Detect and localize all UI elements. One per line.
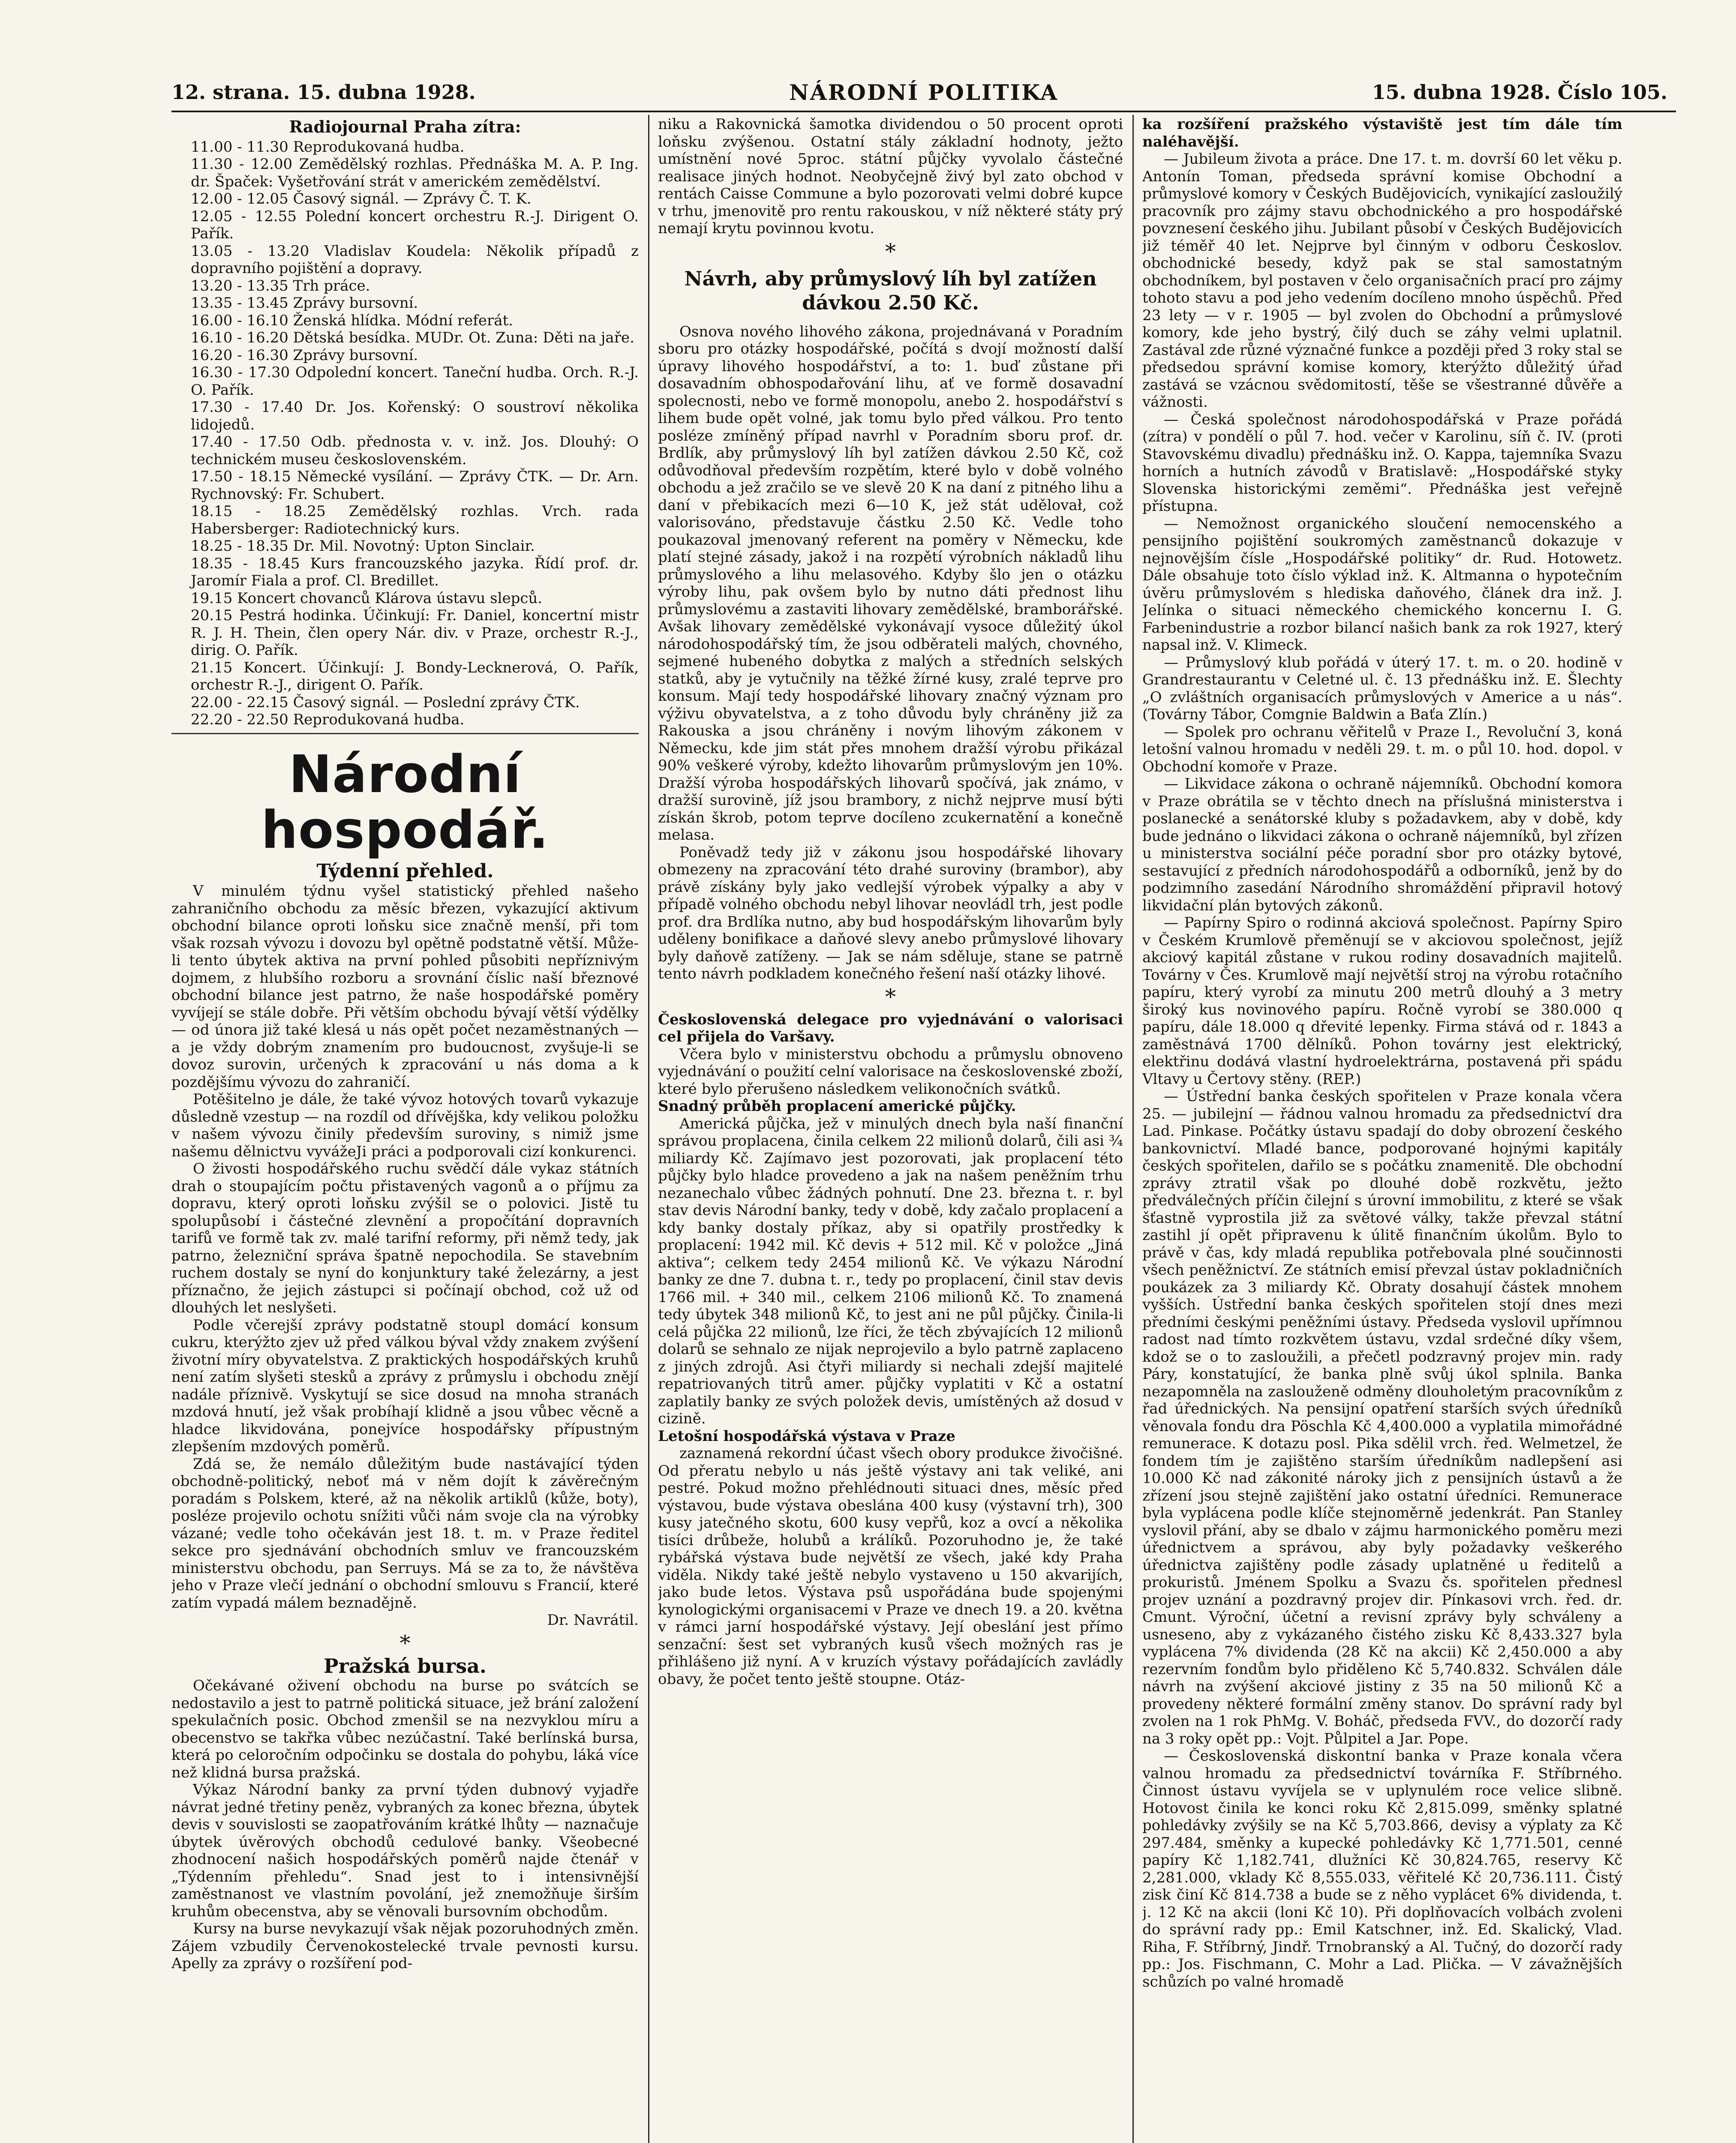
news-item: — Papírny Spiro o rodinná akciová společnost. Papírny Spiro v Českém Krumlově přeměnují se v akciovou společnost, jejíž akciový kapitál zůstane v rukou rodiny dosavadních majitelů. Továrny v Čes. Krumlově mají největší stroj na výrobu rotačního papíru, který vyrobí za minutu 200 metrů dlouhý a 3 metry široký kus novinového papíru. Ročně vyrobí se 380.000 q papíru, dále 18.000 q dřevité lepenky. Firma stává od r. 1843 a zaměstnává 1700 dělníků. Pohon továrny jest elektrický, elektřinu dodává vlastní hydroelektrárna, postavená při spádu Vltavy u Čertovy stěny. (REP.): [1142, 914, 1622, 1088]
column-2: [658, 116, 1123, 2143]
radio-title: Radiojournal Praha zítra:: [289, 117, 521, 136]
radio-item: 17.50 - 18.15 Německé vysílání. — Zprávy ČTK. — Dr. Arn. Rychnovský: Fr. Schubert.: [191, 468, 639, 503]
bourse-title: Pražská bursa.: [324, 1654, 487, 1678]
article-title: Návrh, aby průmyslový líh byl zatížen dávkou 2.50 Kč.: [684, 267, 1097, 314]
weekly-title: Týdenní přehled.: [316, 860, 494, 882]
radio-item: 13.35 - 13.45 Zprávy bursovní.: [191, 294, 418, 312]
news-item-title: Československá delegace pro vyjednávání o valorisaci cel přijela do Varšavy.: [658, 1011, 1123, 1045]
radio-item: 18.35 - 18.45 Kurs francouzského jazyka. Řídí prof. dr. Jaromír Fiala a prof. Cl. Bredillet.: [191, 555, 639, 589]
column-continuation: ka rozšíření pražského výstaviště jest tím dále tím naléhavější.: [1142, 116, 1622, 150]
radio-item: 17.40 - 17.50 Odb. přednosta v. v. inž. Jos. Dlouhý: O technickém museu československém.: [191, 433, 639, 468]
bourse-paragraph: Výkaz Národní banky za první týden dubnový vyjadře návrat jedné třetiny peněz, vybraných za konec března, úbytek devis v souvislosti se zaopatřováním krátké lhůty — naznačuje úbytek úvěrových obchodů cedulové banky. Všeobecné zhodnocení našich hospodářských poměrů najde čtenář v „Týdenním přehledu“. Snad jest to i intensivnější zaměstnanost ve vlastním povolání, jež znemožňuje širším kruhům obecenstva, aby se věnovali bursovním obchodům.: [171, 1781, 639, 1920]
radio-item: 18.25 - 18.35 Dr. Mil. Novotný: Upton Sinclair.: [191, 537, 535, 555]
radio-item: 12.05 - 12.55 Polední koncert orchestru R.-J. Dirigent O. Pařík.: [191, 207, 639, 242]
asterisk-separator: *: [885, 239, 896, 264]
column-divider: [1132, 115, 1134, 2143]
weekly-paragraph: O živosti hospodářského ruchu svědčí dále vykaz státních drah o stoupajícím počtu přistavených vagonů a o příjmu za dopravu, který oproti loňsku zvýšil se o polovici. Jistě tu spolupůsobí i částečné zlevnění a propočítání dopravních tarifů ve formě tak zv. malé tarifní reformy, při němž tedy, jak patrno, železniční správa špatně nepochodila. Se stavebním ruchem dostaly se nyní do konjunktury také železárny, a jest příznačno, že jejich zástupci si počínají obchod, což už od dlouhých let neslyšeti.: [171, 1160, 639, 1316]
radio-item: 22.20 - 22.50 Reprodukovaná hudba.: [191, 711, 465, 728]
radio-item: 19.15 Koncert chovanců Klárova ústavu slepců.: [191, 589, 543, 607]
weekly-signature: Dr. Navrátil.: [547, 1612, 639, 1629]
news-item-text: zaznamená rekordní účast všech obory produkce živočišné. Od přeratu nebylo u nás ještě výstavy ani tak veliké, ani pestré. Pokud možno přehlédnouti situaci dnes, měsíc před výstavou, bude výstava obeslána 400 kusy (výstavní trh), 300 kusy jatečného skotu, 600 kusy vepřů, koz a ovcí a několika tisíci drůbeže, holubů a králíků. Pozoruhodno je, že také rybářská výstava bude největší ze všech, jaké kdy Praha viděla. Nikdy také ještě nebylo vystaveno u 150 akvarijích, jako bude letos. Výstava psů uspořádána bude spojenými kynologickými organisacemi v Praze ve dnech 19. a 20. května v rámci jarní hospodářské výstavy. Její obeslání jest přímo senzační: šest set vybraných kusů všech možných ras je přihlášeno již nyní. A v kruzích výstavy pořádajících zavládly obavy, že počet tento ještě stoupne. Otáz-: [658, 1445, 1123, 1688]
weekly-paragraph: Zdá se, že nemálo důležitým bude nastávající týden obchodně-politický, neboť má v něm dojít k závěrečným poradám s Polskem, které, až na několik artiklů (kůže, boty), posléze projevilo ochotu snížiti vůči nám svoje cla na výrobky vázané; vedle toho očekáván jest 18. t. m. v Praze ředitel sekce pro sjednávání obchodních smluv ve francouzském ministerstvu obchodu, pan Serruys. Má se za to, že návštěva jeho v Praze vlečí jednání o obchodní smlouvu s Francií, které zatím vypadá málem beznadějně.: [171, 1455, 639, 1612]
news-item: — Průmyslový klub pořádá v úterý 17. t. m. o 20. hodině v Grandrestaurantu v Celetné ul. č. 13 přednášku inž. E. Šlechty „O zvláštních organisacích průmyslových v Americe a u nás“. (Továrny Tábor, Comgnie Baldwin a Baťa Zlín.): [1142, 654, 1622, 723]
asterisk-separator: *: [885, 984, 896, 1009]
header-left: 12. strana. 15. dubna 1928.: [171, 81, 476, 104]
news-item: — Ústřední banka českých spořitelen v Praze konala včera 25. — jubilejní — řádnou valnou hromadu za předsednictví dra Lad. Pinkase. Počátky ústavu spadají do doby obrození českého bankovnictví. Mladé bance, podporované hojnými kapitály českých spořitelen, dařilo se s počátku znamenitě. Dle obchodní zprávy ztratil však po dlouhé době rozkvětu, ježto předválečných příčin čilejní s úrovní immobilitu, z které se však šťastně vyprostila již za světové války, takže převzal státní zastihl jí opět připravenu k úlitě finančním úkolům. Bylo to právě v čas, kdy mladá republika potřebovala plné součinnosti všech peněžnictví. Ze státních emisí převzal ústav pokladničních poukázek za 3 miliardy Kč. Obraty dosahují částek mnohem vyšších. Ústřední banka českých spořitelen stojí dnes mezi předními českými peněžními ústavy. Předseda vyslovil upřímnou radost nad tímto rozkvětem ústavu, vzdal srdečné díky všem, kdož se o to zasloužili, a přečetl podzravný projev min. rady Páry, konstatující, že banka plně svůj úkol splnila. Banka nezapomněla na zaslouženě odměny dlouholetým pracovníkům z řad úřednických. Na pensijní opatření starších svých úředníků věnovala fondu dra Pöschla Kč 4,400.000 a vyplatila mimořádné remunerace. K dotazu posl. Pika sdělil vrch. řed. Welmetzel, že fondem tím je zajištěno starším úředníkům nadlepšení asi 10.000 Kč nad zákonité nároky jich z pensijních ústavů a že zřízení jsou stejně zajištění jako ostatní úředníci. Remunerace byla vyplácena podle klíče stejnoměrně jedenkrát. Pan Stanley vyslovil přání, aby se dbalo v zájmu harmonického poměru mezi úřednictvem a správou, aby byly požadavky veškerého úřednictva zajištěny podle zásady uplatněné u ředitelů a prokuristů. Jménem Spolku a Svazu čs. spořitelen přednesl projev uznání a pozdravný projev dir. Pínkasovi vrch. řed. dr. Cmunt. Výroční, účetní a revisní zprávy byly schváleny a usneseno, aby z vykázaného čistého zisku Kč 8,433.327 byla vyplácena 7% dividenda (28 Kč na akcii) Kč 2,450.000 a aby rezervním fondům bylo přiděleno Kč 5,740.832. Schválen dále návrh na zvýšení akciové jistiny z 35 na 50 milionů Kč a provedeny některé formální změny stanov. Do správní rady byl zvolen na 1 rok PhMg. V. Boháč, předseda FVV., do dozorčí rady na 3 roky opět pp.: Vojt. Půlpitel a Jar. Pope.: [1142, 1088, 1622, 1747]
column-divider: [648, 115, 649, 2143]
radio-item: 22.00 - 22.15 Časový signál. — Poslední zprávy ČTK.: [191, 693, 580, 711]
weekly-paragraph: V minulém týdnu vyšel statistický přehled našeho zahraničního obchodu za měsíc březen, vykazující aktivum obchodní bilance oproti loňsku sice značně menší, při tom však rozsah vývozu i dovozu byl opětně podstatně větší. Může-li tento úbytek aktiva na první pohled působiti nepříznivým dojmem, z hlubšího rozboru a srovnání číslic naší březnové obchodní bilance jest patrno, že naše hospodářské poměry vyvíjejí se stále dobře. Při větším obchodu bývají větší výdělky — od února již také klesá u nás opět počet nezaměstnaných — a je vždy dobrým znamením pro budoucnost, zvyšuje-li se dovoz surovin, určených k zpracování u nás doma a k pozdějšímu vývozu do zahraničí.: [171, 882, 639, 1091]
bourse-paragraph: Kursy na burse nevykazují však nějak pozoruhodných změn. Zájem vzbudily Červenokostelecké trvale pevnosti kursu. Apelly za zprávy o rozšíření pod-: [171, 1920, 639, 1972]
news-item-text: Včera bylo v ministerstvu obchodu a průmyslu obnoveno vyjednávání o použití celní valorisace na československé zboží, které bylo přerušeno následkem velikonočních svátků.: [658, 1045, 1123, 1098]
news-item: — Česká společnost národohospodářská v Praze pořádá (zítra) v pondělí o půl 7. hod. večer v Karolinu, síň č. IV. (proti Stavovskému divadlu) přednášku inž. O. Kappa, tajemníka Svazu horních a hutních závodů v Bratislavě: „Hospodářské styky Slovenska historickými zeměmi“. Přednáška jest veřejně přístupna.: [1142, 411, 1622, 515]
radio-item: 13.05 - 13.20 Vladislav Koudela: Několik případů z dopravního pojištění a dopravy.: [191, 242, 639, 277]
column-1: [171, 116, 639, 2143]
column-3: [1142, 116, 1622, 2143]
radio-item: 16.10 - 16.20 Dětská besídka. MUDr. Ot. Zuna: Děti na jaře.: [191, 329, 634, 346]
news-item-title: Snadný průběh proplacení americké půjčky.: [658, 1098, 1016, 1115]
radio-item: 17.30 - 17.40 Dr. Jos. Kořenský: O soustroví několika lidojedů.: [191, 399, 639, 433]
radio-item: 16.30 - 17.30 Odpolední koncert. Taneční hudba. Orch. R.-J. O. Pařík.: [191, 364, 639, 399]
radio-item: 20.15 Pestrá hodinka. Účinkují: Fr. Daniel, koncertní mistr R. J. H. Thein, člen opery Nár. div. v Praze, orchestr R.-J., dirig. O. Pařík.: [191, 607, 639, 659]
radio-item: 21.15 Koncert. Účinkují: J. Bondy-Lecknerová, O. Pařík, orchestr R.-J., dirigent O. Pařík.: [191, 659, 639, 693]
section-title: Národní hospodář.: [261, 744, 549, 860]
radio-item: 18.15 - 18.25 Zemědělský rozhlas. Vrch. rada Habersberger: Radiotechnický kurs.: [191, 503, 639, 537]
asterisk-separator: *: [399, 1630, 411, 1656]
radio-item: 13.20 - 13.35 Trh práce.: [191, 277, 370, 294]
news-item: — Jubileum života a práce. Dne 17. t. m. dovrší 60 let věku p. Antonín Toman, předseda správní komise Obchodní a průmyslové komory v Českých Budějovicích, vynikající zasloužilý pracovník pro zájmy stavu obchodnického a pro hospodářské povznesení českého jihu. Jubilant působí v Českých Budějovicích již téměř 40 let. Nejprve byl činným v odboru Českoslov. obchodnické besedy, když pak se stal samostatným obchodníkem, byl postaven v čelo organisačních prací pro zájmy tohoto stavu a pod jeho vedením docíleno mnoho úspěchů. Před 23 lety — v r. 1905 — byl zvolen do Obchodní a průmyslové komory, kde jeho bystrý, čilý duch se záhy velmi uplatnil. Zastával zde různé význačné funkce a později před 3 roky stal se předsedou správní komise komory, kterýžto důležitý úřad zastává se vzácnou svědomitostí, těše se všestranné důvěře a vážnosti.: [1142, 150, 1622, 411]
radio-item: 12.00 - 12.05 Časový signál. — Zprávy Č. T. K.: [191, 190, 532, 207]
article-paragraph: Poněvadž tedy již v zákonu jsou hospodářské lihovary obmezeny na zpracování této drahé suroviny (brambor), aby právě získány byly jako vedlejší výrobek výpalky a aby v případě volného obchodu nebyl lihovar neovládl trh, jest podle prof. dra Brdlíka nutno, aby bud hospodářským lihovarům byly uděleny bonifikace a daňové slevy anebo průmyslové lihovary byly daňově zatíženy. — Jak se nám sděluje, stane se patrně tento návrh podkladem konečného řešení naší otázky lihové.: [658, 843, 1123, 982]
news-item: — Nemožnost organického sloučení nemocenského a pensijního pojištění soukromých zaměstnanců dokazuje v nejnovějším čísle „Hospodářské politiky“ dr. Rud. Hotowetz. Dále obsahuje toto číslo výklad inž. K. Altmanna o hypotečním úvěru průmyslovém s hlediska daňového, článek dra inž. J. Jelínka o situaci německého chemického koncernu I. G. Farbenindustrie a rozbor bilancí našich bank za rok 1927, který napsal inž. V. Klimeck.: [1142, 515, 1622, 654]
header-right: 15. dubna 1928. Číslo 105.: [1372, 81, 1667, 104]
bourse-paragraph: Očekávané oživení obchodu na burse po svátcích se nedostavilo a jest to patrně politická situace, jež brání založení spekulačních posic. Obchod zmenšil se na nezvyklou míru a obecenstvo se takřka vůbec nezúčastní. Také berlínská bursa, která po celoročním odpočinku se dostala do pohybu, láká více než klidná bursa pražská.: [171, 1677, 639, 1781]
weekly-paragraph: Podle včerejší zprávy podstatně stoupl domácí konsum cukru, kterýžto zjev už před válkou býval vždy znakem zvýšení životní míry obyvatelstva. Z praktických hospodářských kruhů není zatím slyšeti stesků a zprávy z průmyslu i obchodu znějí nadále příznivě. Vyskytují se sice dosud na mnoha stranách mzdová hnutí, jež však probíhají klidně a jsou vůbec věcně a hladce likvidována, ponejvíce hospodářsky přípustným zlepšením mzdových poměrů.: [171, 1316, 639, 1455]
radio-item: 11.30 - 12.00 Zemědělský rozhlas. Přednáška M. A. P. Ing. dr. Špaček: Vyšetřování strát v americkém zemědělství.: [191, 156, 639, 190]
header-rule: [171, 111, 1676, 112]
radio-item: 16.20 - 16.30 Zprávy bursovní.: [191, 346, 418, 364]
radio-item: 11.00 - 11.30 Reprodukovaná hudba.: [191, 138, 465, 156]
article-paragraph: Osnova nového lihového zákona, projednávaná v Poradním sboru pro otázky hospodářské, počítá s dvojí možností další úpravy lihového hospodářství, a to: 1. buď zůstane při dosavadním obhospodařování lihu, ať ve formě dosavadní spolecnosti, nebo ve formě monopolu, anebo 2. hospodářství s lihem bude opět volné, jak tomu bylo před válkou. Pro tento posléze zmíněný případ navrhl v Poradním sboru prof. dr. Brdlík, aby průmyslový líh byl zatížen dávkou 2.50 Kč, což odůvodňoval především rozpětím, které bylo v době volného obchodu a jež zračilo se ve slevě 20 K na daní z pitného lihu a daní v přebikacích mezi 6—10 K, jež stát udělovał, což valorisováno, představuje částku 2.50 Kč. Vedle toho poukazoval jmenovaný referent na poměry v Německu, kde platí stejné zásady, jakož i na rozpětí výrobních nákladů lihu průmyslového a lihu melasového. Kdyby šlo jen o otázku výroby lihu, pak ovšem bylo by nutno dáti přednost lihu průmyslovému a zastaviti lihovary zemědělské, bramborářské. Avšak lihovary zemědělské vykonávají vysoce důležitý úkol národohospodářský tím, že jsou odběrateli malých, chovného, sejmené hubeného dobytka z malých a středních selských statků, aby je vytučnily na těžké žírné kusy, zralé teprve pro konsum. Mají tedy hospodářské lihovary značný význam pro výživu obyvatelstva, a z toho důvodu byly chráněny již za Rakouska a jsou chráněny i novým lihovým zákonem v Německu, kde jim stát přes mnohem dražší výrobu přikázal 90% veškeré výroby, kdežto lihovarům průmyslovým jen 10%. Dražší výroba hospodářských lihovarů spočívá, jak známo, v dražší surovině, jíž jsou brambory, z nichž nejprve musí býti získán škrob, potom teprve docíleno zcukernatění a konečně melasa.: [658, 323, 1123, 843]
section-rule: [171, 733, 639, 734]
column-continuation: niku a Rakovnická šamotka dividendou o 50 procent oproti loňsku zvýšenou. Ostatní stály základní hodnoty, ježto umístnění nové 5proc. státní půjčky vyvolalo částečné realisace jiných hodnot. Neobyčejně živý byl zato obchod v rentách Caisse Commune a bylo pozorovati velmi dobré kupce v trhu, jmenovitě pro rentu rakouskou, v níž některé státy prý nemají krytu povinnou kvotu.: [658, 116, 1123, 237]
page-header: [171, 75, 1667, 109]
news-item-text: Americká půjčka, jež v minulých dnech byla naší finanční správou proplacena, činila celkem 22 milionů dolarů, čili asi ¾ miliardy Kč. Zajímavo jest pozorovati, jak proplacení této půjčky bylo hladce provedeno a jak na našem peněžním trhu nezanechalo vůbec žádných pohnutí. Dne 23. března t. r. byl stav devis Národní banky, tedy v době, kdy začalo proplacení a kdy banky dostaly příkaz, aby si opatřily prostředky k proplacení: 1942 mil. Kč devis + 512 mil. Kč v položce „Jiná aktiva“; celkem tedy 2454 milionů Kč. Ve výkazu Národní banky ze dne 7. dubna t. r., tedy po proplacení, činil stav devis 1766 mil. + 340 mil., celkem 2106 milionů Kč. To znamená tedy úbytek 348 milionů Kč, to jest ani ne půl půjčky. Činila-li celá půjčka 22 milionů, lze říci, že těch zbývajících 12 milionů dolarů se sehnalo ze nijak neprojevilo a bylo patrně zaplaceno z jiných zdrojů. Asi čtyři miliardy si nechali zdejší majitelé repatriovaných titrů amer. půjčky vyplatiti v Kč a ostatní zaplatily banky ze svých položek devis, umístěných až dosud v cizině.: [658, 1115, 1123, 1427]
news-item: — Likvidace zákona o ochraně nájemníků. Obchodní komora v Praze obrátila se v těchto dnech na příslušná ministerstva i poslanecké a senátorské kluby s požadavkem, aby v době, kdy bude jednáno o likvidaci zákona o ochraně nájemníků, byl zřízen u ministerstva sociální péče poradní sbor pro otázky bytové, sestavující z předních národohospodářů a odborníků, jenž by do podzimního zasedání Národního shromáždění připravil hotový likvidační plán bytových zákonů.: [1142, 775, 1622, 914]
news-item: — Spolek pro ochranu věřitelů v Praze I., Revoluční 3, koná letošní valnou hromadu v neděli 29. t. m. o půl 10. hod. dopol. v Obchodní komoře v Praze.: [1142, 723, 1622, 775]
masthead: NÁRODNÍ POLITIKA: [789, 79, 1059, 105]
radio-schedule: [171, 138, 639, 729]
weekly-paragraph: Potěšitelno je dále, že také vývoz hotových tovarů vykazuje důsledně vzestup — na rozdíl od dřívějška, kdy velikou položku v našem vývozu činily především suroviny, s nimiž jsme našemu dělnictvu vyvážeJi práci a podporovali cizí konkurenci.: [171, 1091, 639, 1160]
news-item-title: Letošní hospodářská výstava v Praze: [658, 1427, 955, 1445]
news-item: — Československá diskontní banka v Praze konala včera valnou hromadu za předsednictví továrníka F. Stříbrného. Činnost ústavu vyvíjela se v uplynulém roce velice slibně. Hotovost činila ke konci roku Kč 2,815.099, směnky splatné pohledávky zvýšily se na Kč 5,703.866, devisy a výplaty za Kč 297.484, směnky a kupecké pohledávky Kč 1,771.501, cenné papíry Kč 1,182.741, dlužníci Kč 30,824.765, reservy Kč 2,281.000, vklady Kč 8,555.033, věřitelé Kč 20,736.111. Čistý zisk činí Kč 814.738 a bude se z něho vyplácet 6% dividenda, t. j. 12 Kč na akcii (loni Kč 10). Při doplňovacích volbách zvoleni do správní rady pp.: Emil Katschner, inž. Ed. Skalický, Vlad. Riha, F. Stříbrný, Jindř. Trnobranský a Al. Tučný, do dozorčí rady pp.: Jos. Fischmann, C. Mohr a Lad. Plička. — V závažnějších schůzích po valné hromadě: [1142, 1747, 1622, 1990]
radio-item: 16.00 - 16.10 Ženská hlídka. Módní referát.: [191, 312, 513, 329]
